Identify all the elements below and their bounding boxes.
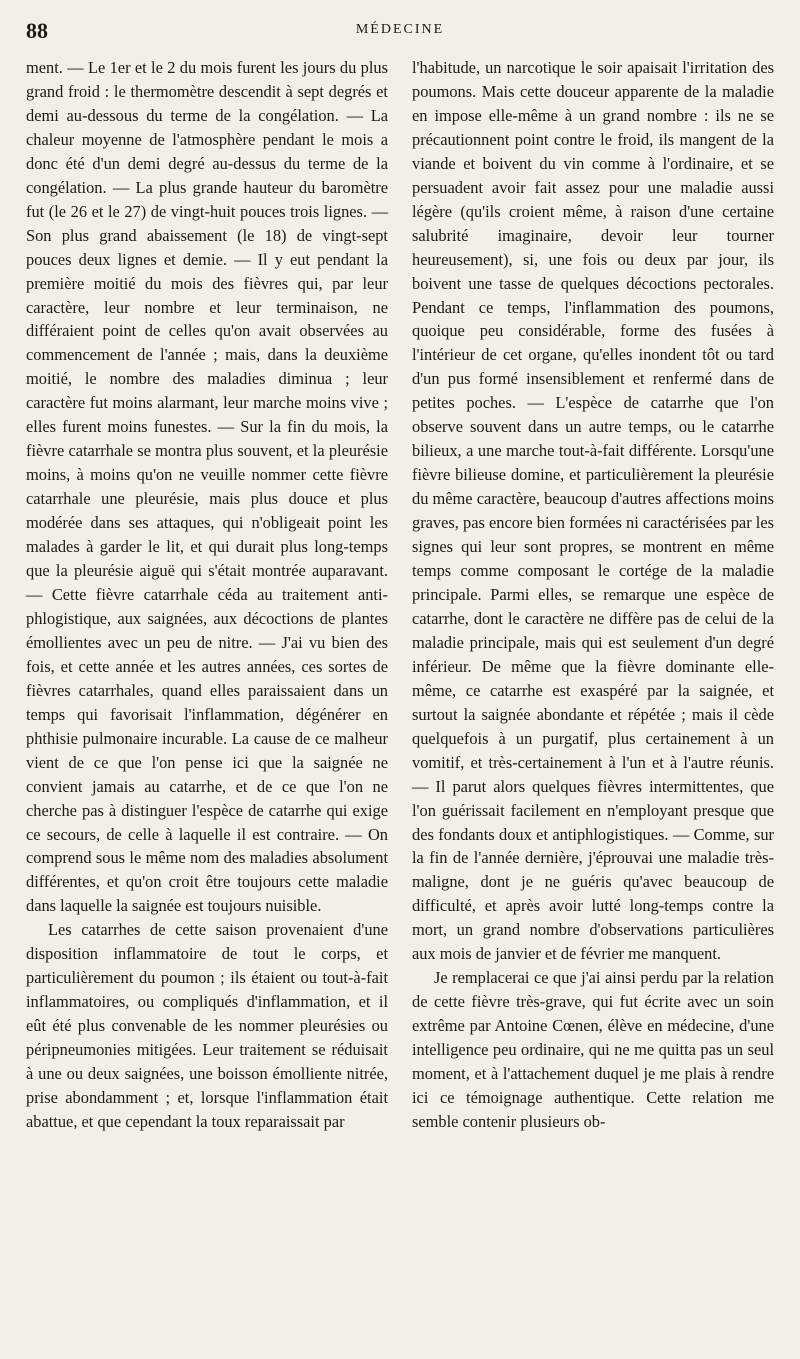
paragraph: l'habitude, un narcotique le soir apaisait l'irritation des poumons. Mais cette douceur apparente de la maladie en impose elle-même à un grand nombre : ils ne se précautionnent point contre le froid, ils mangent de la viande et boivent du vin comme à l'ordinaire, et se persuadent avoir fait assez pour une maladie aussi légère (qu'ils croient même, à raison d'une certaine salubrité imaginaire, devoir leur tourner heureusement), si, une fois ou deux par jour, ils boivent une tasse de quelques décoctions pectorales. Pendant ce temps, l'inflammation des poumons, quoique peu considérable, forme des fusées à l'intérieur de cet organe, qu'elles inondent tôt ou tard d'un pus formé insensiblement et renfermé dans de petites poches. — L'espèce de catarrhe que l'on observe souvent dans un autre temps, ou le catarrhe bilieux, a une marche tout-à-fait différente. Lorsqu'une fièvre bilieuse domine, et particulièrement la pleurésie du même caractère, beaucoup d'autres affections moins graves, pas encore bien formées ni caractérisées par les signes qui leur sont propres, se montrent en même temps comme composant le cortége de la maladie principale. Parmi elles, se remarque une espèce de catarrhe, dont le caractère ne diffère pas de celui de la maladie principale, mais qui est seulement d'un degré inférieur. De même que la fièvre dominante elle-même, ce catarrhe est exaspéré par la saignée, et surtout la saignée abondante et répétée ; mais il cède quelquefois à un purgatif, plus certainement à un vomitif, et très-certainement à l'un et à l'autre réunis. — Il parut alors quelques fièvres intermittentes, que l'on guérissait facilement en n'employant presque que des fondants doux et antiphlogistiques. — Comme, sur la fin de l'année dernière, j'éprouvai une maladie très-maligne, dont je ne guéris qu'avec beaucoup de difficulté, et après avoir lutté long-temps contre la mort, un grand nombre d'observations particulières aux mois de janvier et de février me manquent. [412, 58, 774, 964]
text-columns [26, 56, 774, 1346]
paragraph: ment. — Le 1er et le 2 du mois furent les jours du plus grand froid : le thermomètre descendit à sept degrés et demi au-dessous du terme de la congélation. — La chaleur moyenne de l'atmosphère pendant le mois a donc été d'un demi degré au-dessus du terme de la congélation. — La plus grande hauteur du baromètre fut (le 26 et le 27) de vingt-huit pouces trois lignes. — Son plus grand abaissement (le 18) de vingt-sept pouces deux lignes et demie. — Il y eut pendant la première moitié du mois des fièvres qui, par leur caractère, leur nombre et leur terminaison, ne différaient point de celles qu'on avait observées au commencement de l'année ; mais, dans la deuxième moitié, le nombre des maladies diminua ; leur caractère fut moins alarmant, leur marche moins vive ; elles furent moins funestes. — Sur la fin du mois, la fièvre catarrhale se montra plus souvent, et la pleurésie moins, à moins qu'on ne veuille nommer cette fièvre catarrhale une pleurésie, mais plus douce et plus modérée dans ses attaques, qui n'obligeait point les malades à garder le lit, et qui durait plus long-temps que la pleurésie aiguë qui s'était montrée auparavant. — Cette fièvre catarrhale céda au traitement anti-phlogistique, aux saignées, aux décoctions de plantes émollientes avec un peu de nitre. — J'ai vu bien des fois, et cette année et les autres années, ces sortes de fièvres catarrhales, quand elles paraissaient dans un temps qui favorisait l'inflammation, dégénérer en phthisie pulmonaire incurable. La cause de ce malheur vient de ce que l'on pense ici que la saignée ne convient jamais au catarrhe, et de ce que l'on ne cherche pas à distinguer l'espèce de catarrhe qui exige ce secours, de celle à laquelle il est contraire. — On comprend sous le même nom des maladies absolument différentes, et qu'on croit être toujours cette maladie dans laquelle la saignée est toujours nuisible. [26, 58, 388, 916]
paragraph: Je remplacerai ce que j'ai ainsi perdu par la relation de cette fièvre très-grave, qui fut écrite avec un soin extrême par Antoine Cœnen, élève en médecine, d'une intelligence peu ordinaire, qui ne me quitta pas un seul moment, et à l'attachement duquel je me plais à rendre ici ce témoignage authentique. Cette relation me semble contenir plusieurs ob- [412, 968, 774, 1131]
running-head: MÉDECINE [355, 22, 445, 37]
page-header [26, 18, 774, 48]
left-column [26, 56, 388, 1346]
right-column [412, 56, 774, 1346]
page-number: 88 [26, 18, 48, 43]
paragraph: Les catarrhes de cette saison provenaient d'une disposition inflammatoire de tout le corps, et particulièrement du poumon ; ils étaient ou tout-à-fait inflammatoires, ou compliqués d'inflammation, et il eût été plus convenable de les nommer pleurésies ou péripneumonies mitigées. Leur traitement se réduisait à une ou deux saignées, une boisson émolliente nitrée, prise abondamment ; et, lorsque l'inflammation était abattue, et que cependant la toux reparaissait par [26, 920, 388, 1131]
